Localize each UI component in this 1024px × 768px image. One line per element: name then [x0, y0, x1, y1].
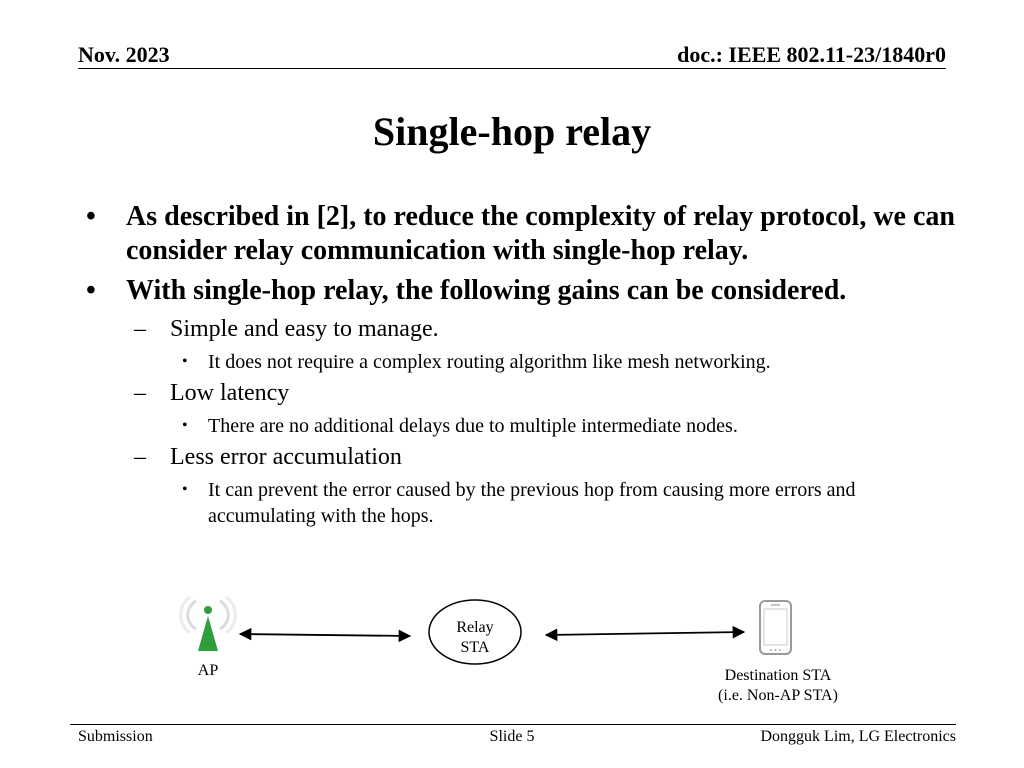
destination-label-line-2: (i.e. Non-AP STA) — [718, 687, 838, 704]
sub-bullet-text: Less error accumulation — [170, 444, 402, 470]
footer-slide-number: Slide 5 — [489, 728, 535, 745]
destination-label-line-1: Destination STA — [724, 667, 832, 684]
relay-dest-link-arrow — [546, 632, 744, 635]
footer-divider — [70, 724, 956, 725]
detail-text: There are no additional delays due to multiple intermediate nodes. — [208, 415, 738, 437]
dash-marker: – — [134, 316, 146, 342]
dash-marker: – — [134, 444, 146, 470]
bullet-text: As described in [2], to reduce the complexity of relay protocol, we can consider relay communication with single-hop relay. — [126, 201, 955, 266]
bullet-marker: • — [182, 353, 188, 370]
sub-bullet-text: Simple and easy to manage. — [170, 316, 439, 342]
detail-text: It does not require a complex routing algorithm like mesh networking. — [208, 351, 771, 373]
dash-marker: – — [134, 380, 146, 406]
detail-text: It can prevent the error caused by the previous hop from causing more errors and accumulating with the hops. — [208, 479, 856, 527]
bullet-marker: • — [182, 417, 188, 434]
relay-label-line-2: STA — [460, 639, 490, 656]
footer-submission: Submission — [78, 728, 153, 745]
bullet-marker: • — [86, 201, 96, 232]
destination-label — [688, 666, 868, 706]
bullet-marker: • — [86, 275, 96, 306]
relay-node-label — [434, 618, 516, 658]
sub-bullet-text: Low latency — [170, 380, 290, 406]
slide-title: Single-hop relay — [372, 109, 652, 154]
bullet-marker: • — [182, 481, 188, 498]
header-doc-id: doc.: IEEE 802.11-23/1840r0 — [677, 42, 946, 67]
ap-antenna-icon — [181, 597, 236, 651]
ap-label: AP — [197, 662, 219, 679]
header-date: Nov. 2023 — [78, 42, 170, 67]
bullet-text: With single-hop relay, the following gains can be considered. — [126, 275, 847, 306]
relay-label-line-1: Relay — [456, 619, 494, 636]
ap-relay-link-arrow — [240, 634, 410, 636]
footer-author: Dongguk Lim, LG Electronics — [760, 728, 956, 745]
smartphone-icon — [760, 601, 791, 654]
